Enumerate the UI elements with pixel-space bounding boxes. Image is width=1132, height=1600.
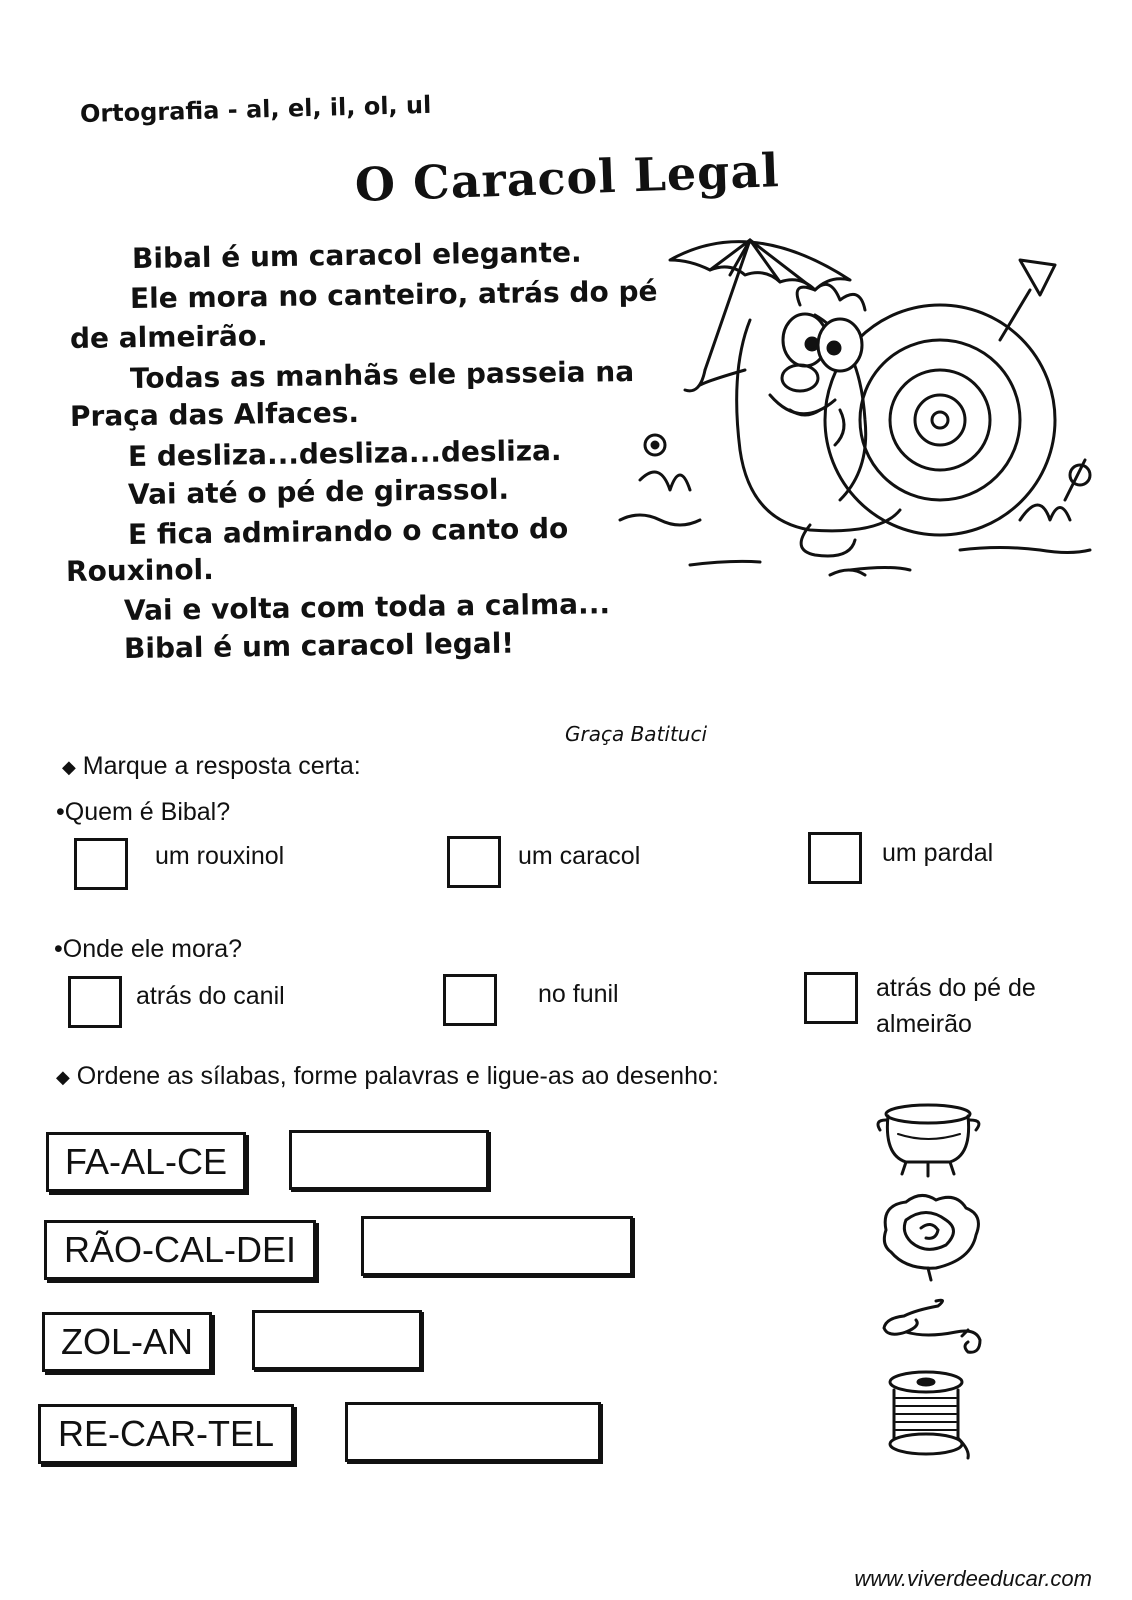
poem-line: de almeirão. xyxy=(69,319,268,355)
subtitle: Ortografia - al, el, il, ol, ul xyxy=(79,90,432,128)
poem-line: E desliza...desliza...desliza. xyxy=(127,433,562,473)
checkbox-um-pardal[interactable] xyxy=(808,832,862,884)
bullet-icon: • xyxy=(56,798,65,826)
option-label: atrás do canil xyxy=(136,982,285,1010)
poem-line: Bibal é um caracol legal! xyxy=(123,626,515,665)
diamond-bullet-icon: ◆ xyxy=(62,756,76,777)
checkbox-no-funil[interactable] xyxy=(443,974,497,1026)
checkbox-um-rouxinol[interactable] xyxy=(74,838,128,890)
answer-field-3[interactable] xyxy=(252,1310,422,1370)
syllable-box: RÃO-CAL-DEI xyxy=(44,1220,316,1280)
option-label: atrás do pé de almeirão xyxy=(876,974,1036,1038)
syllable-box: FA-AL-CE xyxy=(46,1132,246,1192)
snail-with-umbrella-illustration xyxy=(600,220,1100,600)
question-2 xyxy=(54,935,242,964)
lettuce-icon[interactable] xyxy=(876,1190,986,1282)
instruction-text: Ordene as sílabas, forme palavras e ligue-as ao desenho: xyxy=(76,1062,719,1090)
question-text: Quem é Bibal? xyxy=(64,798,231,826)
diamond-bullet-icon: ◆ xyxy=(56,1066,70,1087)
answer-field-2[interactable] xyxy=(361,1216,633,1276)
page-title: O Caracol Legal xyxy=(354,143,781,212)
checkbox-atras-do-pe-de-almeirao[interactable] xyxy=(804,972,858,1024)
question-1 xyxy=(56,798,230,827)
fishhook-icon[interactable] xyxy=(876,1296,986,1358)
poem-line: Bibal é um caracol elegante. xyxy=(131,235,582,275)
poem-line: Todas as manhãs ele passeia na xyxy=(129,354,635,395)
instruction-text: Marque a resposta certa: xyxy=(82,752,361,780)
question-text: Onde ele mora? xyxy=(62,935,243,963)
poem-line: Vai até o pé de girassol. xyxy=(127,472,510,511)
author-name: Graça Batituci xyxy=(565,722,708,746)
checkbox-atras-do-canil[interactable] xyxy=(68,976,122,1028)
answer-field-1[interactable] xyxy=(289,1130,489,1190)
syllable-box: RE-CAR-TEL xyxy=(38,1404,294,1464)
option-label: um caracol xyxy=(518,842,641,870)
poem-line: Ele mora no canteiro, atrás do pé xyxy=(129,274,658,315)
exercise2-instruction xyxy=(56,1062,719,1091)
option-label: um pardal xyxy=(882,839,994,867)
answer-field-4[interactable] xyxy=(345,1402,601,1462)
poem-line: Praça das Alfaces. xyxy=(69,395,360,433)
bullet-icon: • xyxy=(54,935,63,963)
poem-line: Rouxinol. xyxy=(65,552,215,588)
option-label: no funil xyxy=(538,980,619,1008)
poem-line: Vai e volta com toda a calma... xyxy=(123,587,611,627)
option-label: um rouxinol xyxy=(155,842,285,870)
thread-spool-icon[interactable] xyxy=(884,1368,974,1462)
footer-website: www.viverdeeducar.com xyxy=(854,1566,1092,1591)
syllable-box: ZOL-AN xyxy=(42,1312,212,1372)
cauldron-icon[interactable] xyxy=(876,1100,986,1178)
checkbox-um-caracol[interactable] xyxy=(447,836,501,888)
exercise1-instruction xyxy=(62,752,361,781)
poem-line: E fica admirando o canto do xyxy=(127,511,569,551)
